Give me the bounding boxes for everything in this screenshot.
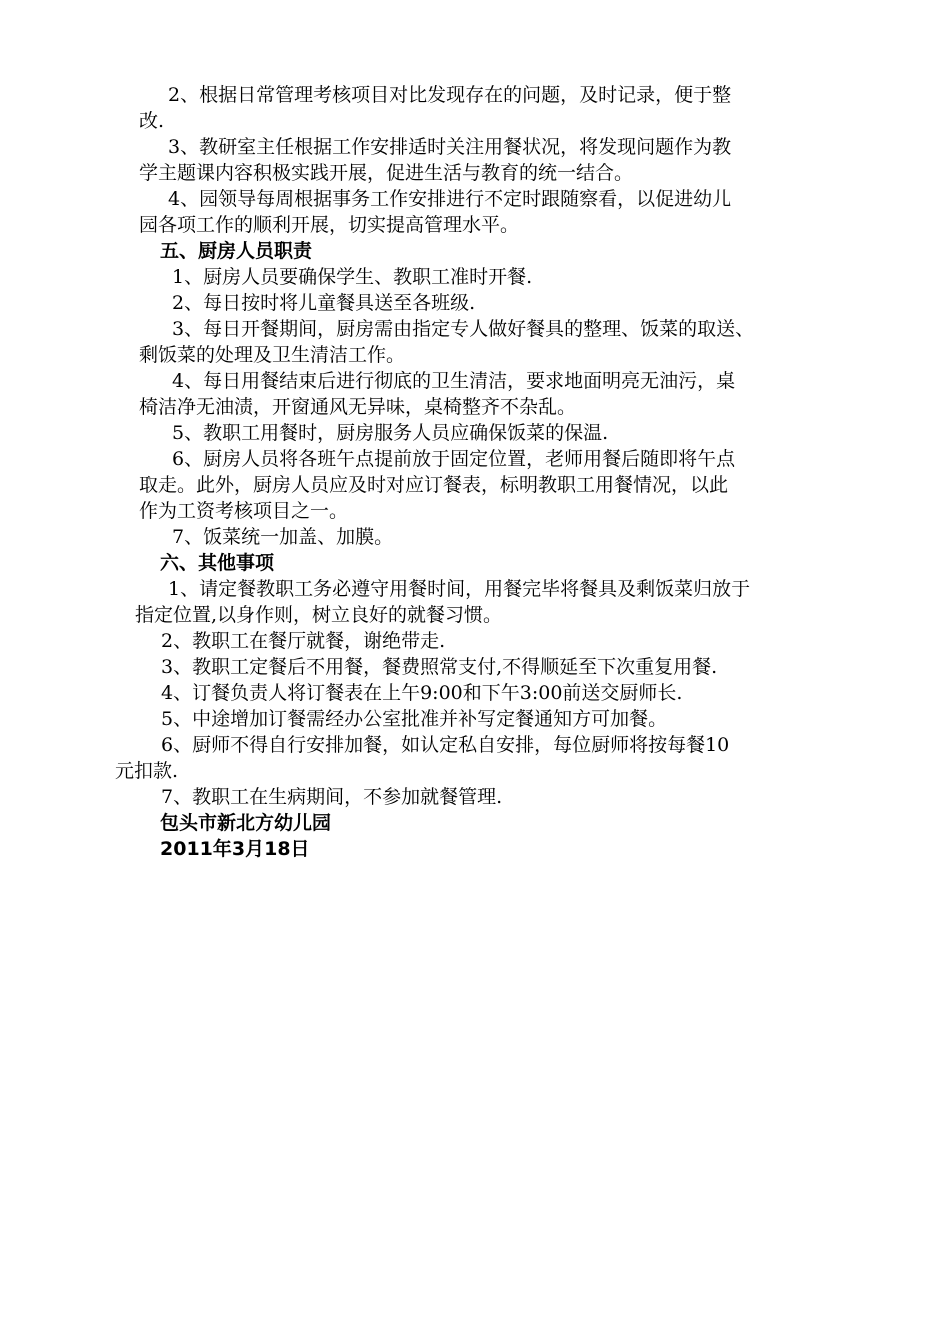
paragraph-line: 学主题课内容积极实践开展，促进生活与教育的统一结合。 [139,162,634,184]
paragraph-line: 剩饭菜的处理及卫生清洁工作。 [139,344,406,366]
paragraph-line: 1、厨房人员要确保学生、教职工准时开餐. [172,266,533,288]
paragraph-line: 2、根据日常管理考核项目对比发现存在的问题，及时记录，便于整 [168,84,732,106]
paragraph-line: 4、每日用餐结束后进行彻底的卫生清洁，要求地面明亮无油污，桌 [172,370,736,392]
paragraph-line: 椅洁净无油渍，开窗通风无异味，桌椅整齐不杂乱。 [139,396,577,418]
paragraph-line: 4、订餐负责人将订餐表在上午9:00和下午3:00前送交厨师长. [161,682,683,704]
paragraph-line: 7、教职工在生病期间，不参加就餐管理. [161,786,503,808]
paragraph-line: 作为工资考核项目之一。 [139,500,349,522]
paragraph-line: 3、教研室主任根据工作安排适时关注用餐状况，将发现问题作为教 [168,136,732,158]
paragraph-line: 4、园领导每周根据事务工作安排进行不定时跟随察看，以促进幼儿 [168,188,732,210]
paragraph-line: 指定位置,以身作则，树立良好的就餐习惯。 [135,604,503,626]
paragraph-line: 5、中途增加订餐需经办公室批准并补写定餐通知方可加餐。 [161,708,668,730]
paragraph-line: 6、厨师不得自行安排加餐，如认定私自安排，每位厨师将按每餐10 [161,734,730,756]
paragraph-line: 2、每日按时将儿童餐具送至各班级. [172,292,476,314]
paragraph-line: 园各项工作的顺利开展，切实提高管理水平。 [139,214,520,236]
paragraph-line: 6、厨房人员将各班午点提前放于固定位置，老师用餐后随即将午点 [172,448,736,470]
paragraph-line: 取走。此外，厨房人员应及时对应订餐表，标明教职工用餐情况，以此 [139,474,729,496]
document-date: 2011年3月18日 [160,838,310,860]
paragraph-line: 3、教职工定餐后不用餐，餐费照常支付,不得顺延至下次重复用餐. [161,656,718,678]
paragraph-line: 元扣款. [115,760,179,782]
section-heading: 六、其他事项 [160,552,275,574]
section-heading: 五、厨房人员职责 [160,240,313,262]
paragraph-line: 7、饭菜统一加盖、加膜。 [172,526,394,548]
paragraph-line: 5、教职工用餐时，厨房服务人员应确保饭菜的保温. [172,422,609,444]
paragraph-line: 1、请定餐教职工务必遵守用餐时间，用餐完毕将餐具及剩饭菜归放于 [168,578,751,600]
paragraph-line: 改. [139,110,165,132]
paragraph-line: 2、教职工在餐厅就餐，谢绝带走. [161,630,446,652]
paragraph-line: 3、每日开餐期间，厨房需由指定专人做好餐具的整理、饭菜的取送、 [172,318,755,340]
organization-name: 包头市新北方幼儿园 [160,812,332,834]
